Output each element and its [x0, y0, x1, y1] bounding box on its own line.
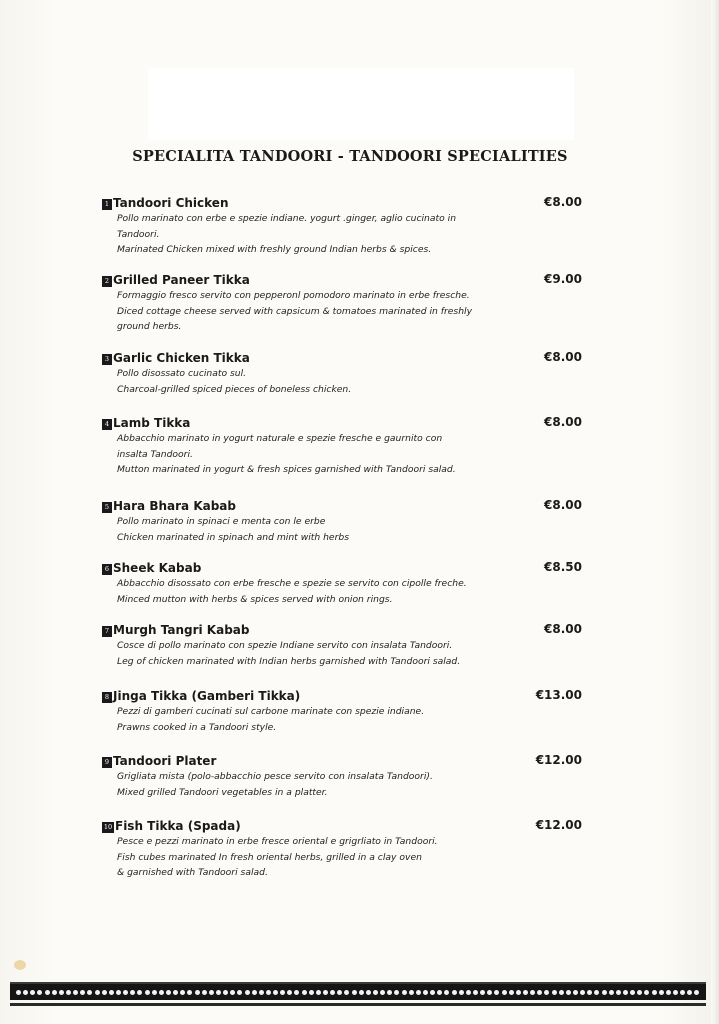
item-description [117, 514, 497, 545]
footer-dot [66, 990, 71, 995]
menu-item [102, 415, 602, 478]
footer-dot [123, 990, 128, 995]
item-description [117, 576, 497, 607]
footer-dot [402, 990, 407, 995]
item-name: Lamb Tikka [113, 416, 191, 430]
footer-dot [366, 990, 371, 995]
footer-dot [173, 990, 178, 995]
description-line: Diced cottage cheese served with capsicum & tomatoes marinated in freshly [117, 305, 473, 317]
page-edge [711, 0, 719, 1024]
paper-stain [14, 960, 26, 970]
description-line: Pesce e pezzi marinato in erbe fresce oriental e grigrliato in Tandoori. [117, 836, 438, 847]
footer-dot [380, 990, 385, 995]
footer-dot [230, 990, 235, 995]
description-line: Grigliata mista (polo-abbacchio pesce servito con insalata Tandoori). [117, 771, 433, 782]
description-line: Charcoal-grilled spiced pieces of boneless chicken. [117, 383, 352, 395]
footer-dot [187, 990, 192, 995]
footer-dot [145, 990, 150, 995]
footer-dot [444, 990, 449, 995]
footer-dot [159, 990, 164, 995]
menu-item [102, 622, 602, 669]
footer-dot [387, 990, 392, 995]
item-name: Hara Bhara Kabab [113, 499, 236, 513]
description-line: Cosce di pollo marinato con spezie Indiane servito con insalata Tandoori. [117, 640, 453, 651]
footer-dot [694, 990, 699, 995]
description-line: Mutton marinated in yogurt & fresh spices garnished with Tandoori salad. [117, 464, 456, 475]
footer-dot [116, 990, 121, 995]
footer-dot [580, 990, 585, 995]
item-number-badge: 7 [102, 626, 112, 637]
menu-item [102, 350, 602, 397]
item-description [117, 834, 497, 881]
footer-dot [166, 990, 171, 995]
footer-dot [609, 990, 614, 995]
description-line: Minced mutton with herbs & spices served with onion rings. [117, 593, 393, 605]
footer-dot [109, 990, 114, 995]
footer-dot [152, 990, 157, 995]
menu-item [102, 195, 602, 258]
footer-dot [102, 990, 107, 995]
footer-dot [423, 990, 428, 995]
item-number-badge: 2 [102, 276, 112, 287]
description-line: Marinated Chicken mixed with freshly ground Indian herbs & spices. [117, 244, 432, 255]
footer-dot [52, 990, 57, 995]
description-line: Formaggio fresco servito con pepperonl pomodoro marinato in erbe fresche. [117, 290, 470, 301]
footer-rule [10, 1003, 706, 1006]
footer-dot [480, 990, 485, 995]
description-line: Leg of chicken marinated with Indian herbs garnished with Tandoori salad. [117, 655, 461, 667]
item-price: €12.00 [535, 753, 582, 767]
item-number-badge: 5 [102, 502, 112, 513]
footer-dot [437, 990, 442, 995]
description-line: Abbacchio marinato in yogurt naturale e spezie fresche e gaurnito con [117, 433, 443, 444]
footer-dot [330, 990, 335, 995]
footer-dot [552, 990, 557, 995]
footer-dot [195, 990, 200, 995]
item-name: Grilled Paneer Tikka [113, 273, 250, 287]
footer-dot [394, 990, 399, 995]
item-price: €8.00 [544, 195, 582, 209]
footer-dot [16, 990, 21, 995]
footer-dot [95, 990, 100, 995]
footer-dot [416, 990, 421, 995]
footer-dot [137, 990, 142, 995]
footer-dot [509, 990, 514, 995]
item-description [117, 638, 497, 669]
footer-dot [294, 990, 299, 995]
description-line: Tandoori. [117, 228, 160, 240]
footer-dot [359, 990, 364, 995]
footer-dot [337, 990, 342, 995]
footer-dot [302, 990, 307, 995]
footer-dot [23, 990, 28, 995]
footer-dot [59, 990, 64, 995]
item-number-badge: 3 [102, 354, 112, 365]
footer-dot [252, 990, 257, 995]
item-description [117, 704, 497, 735]
footer-dot [216, 990, 221, 995]
menu-item [102, 753, 602, 800]
menu-item [102, 818, 602, 881]
item-price: €12.00 [535, 818, 582, 832]
description-line: Abbacchio disossato con erbe fresche e spezie se servito con cipolle freche. [117, 578, 467, 589]
item-price: €8.00 [544, 415, 582, 429]
item-name: Garlic Chicken Tikka [113, 351, 250, 365]
footer-dot [687, 990, 692, 995]
footer-dot [616, 990, 621, 995]
item-price: €9.00 [544, 272, 582, 286]
footer-dot [316, 990, 321, 995]
item-description [117, 769, 497, 800]
footer-dot [473, 990, 478, 995]
footer-dot [209, 990, 214, 995]
footer-dot [223, 990, 228, 995]
footer-dot [259, 990, 264, 995]
footer-dot [280, 990, 285, 995]
item-price: €13.00 [535, 688, 582, 702]
footer-dot [630, 990, 635, 995]
header-blank-area [148, 68, 574, 140]
description-line: Pollo disossato cucinato sul. [117, 368, 247, 379]
footer-dot [559, 990, 564, 995]
footer-dot [502, 990, 507, 995]
footer-dot [287, 990, 292, 995]
item-price: €8.00 [544, 622, 582, 636]
footer-dot [644, 990, 649, 995]
description-line: Pollo marinato in spinaci e menta con le erbe [117, 516, 326, 527]
description-line: Prawns cooked in a Tandoori style. [117, 721, 277, 733]
item-name: Jinga Tikka (Gamberi Tikka) [113, 689, 301, 703]
footer-dot [409, 990, 414, 995]
footer-dot [80, 990, 85, 995]
menu-item [102, 688, 602, 735]
footer-dot [652, 990, 657, 995]
decorative-footer-border [10, 982, 706, 1000]
footer-dot [180, 990, 185, 995]
page-title: SPECIALITA TANDOORI - TANDOORI SPECIALITIES [132, 148, 568, 165]
footer-dot [530, 990, 535, 995]
description-line: ground herbs. [117, 321, 182, 332]
footer-dot [537, 990, 542, 995]
footer-dot [594, 990, 599, 995]
item-price: €8.00 [544, 498, 582, 512]
item-name: Tandoori Chicken [113, 196, 229, 210]
item-name: Murgh Tangri Kabab [113, 623, 250, 637]
footer-dot [494, 990, 499, 995]
description-line: Mixed grilled Tandoori vegetables in a platter. [117, 786, 328, 798]
footer-dot [637, 990, 642, 995]
footer-dot [30, 990, 35, 995]
item-description [117, 431, 497, 478]
item-number-badge: 10 [103, 822, 113, 831]
item-number-badge: 4 [102, 419, 112, 430]
description-line: Pollo marinato con erbe e spezie indiane. yogurt .ginger, aglio cucinato in [117, 213, 457, 224]
footer-dot [130, 990, 135, 995]
footer-dot [673, 990, 678, 995]
footer-dot [516, 990, 521, 995]
footer-dot [666, 990, 671, 995]
item-name: Tandoori Plater [113, 754, 217, 768]
item-price: €8.00 [544, 350, 582, 364]
footer-dot [45, 990, 50, 995]
description-line: Fish cubes marinated In fresh oriental herbs, grilled in a clay oven [117, 851, 422, 863]
item-description [117, 366, 497, 397]
footer-dot [587, 990, 592, 995]
footer-dot [344, 990, 349, 995]
footer-dot [266, 990, 271, 995]
menu-item [102, 498, 602, 545]
footer-dot [273, 990, 278, 995]
footer-dot [323, 990, 328, 995]
description-line: & garnished with Tandoori salad. [117, 867, 268, 878]
footer-dot [573, 990, 578, 995]
footer-dot [87, 990, 92, 995]
menu-item [102, 560, 602, 607]
item-name: Fish Tikka (Spada) [115, 819, 241, 833]
footer-dot [459, 990, 464, 995]
footer-dot [659, 990, 664, 995]
item-description [117, 288, 497, 335]
item-price: €8.50 [544, 560, 582, 574]
menu-item [102, 272, 602, 335]
footer-dot [73, 990, 78, 995]
item-number-badge: 1 [102, 199, 112, 210]
footer-dot [245, 990, 250, 995]
footer-dot [523, 990, 528, 995]
footer-dot [544, 990, 549, 995]
description-line: insalta Tandoori. [117, 448, 193, 460]
item-name: Sheek Kabab [113, 561, 202, 575]
footer-dot [602, 990, 607, 995]
footer-dot [37, 990, 42, 995]
item-number-badge: 9 [102, 757, 112, 768]
footer-dot [237, 990, 242, 995]
footer-dot [373, 990, 378, 995]
footer-dot [352, 990, 357, 995]
footer-dot [566, 990, 571, 995]
footer-dot [487, 990, 492, 995]
footer-dot [430, 990, 435, 995]
footer-dot [680, 990, 685, 995]
footer-dot [452, 990, 457, 995]
footer-dot [623, 990, 628, 995]
footer-dot [309, 990, 314, 995]
description-line: Pezzi di gamberi cucinati sul carbone marinate con spezie indiane. [117, 706, 425, 717]
footer-dot [202, 990, 207, 995]
description-line: Chicken marinated in spinach and mint with herbs [117, 531, 349, 543]
item-number-badge: 6 [102, 564, 112, 575]
item-description [117, 211, 497, 258]
footer-dot [466, 990, 471, 995]
item-number-badge: 8 [102, 692, 112, 703]
